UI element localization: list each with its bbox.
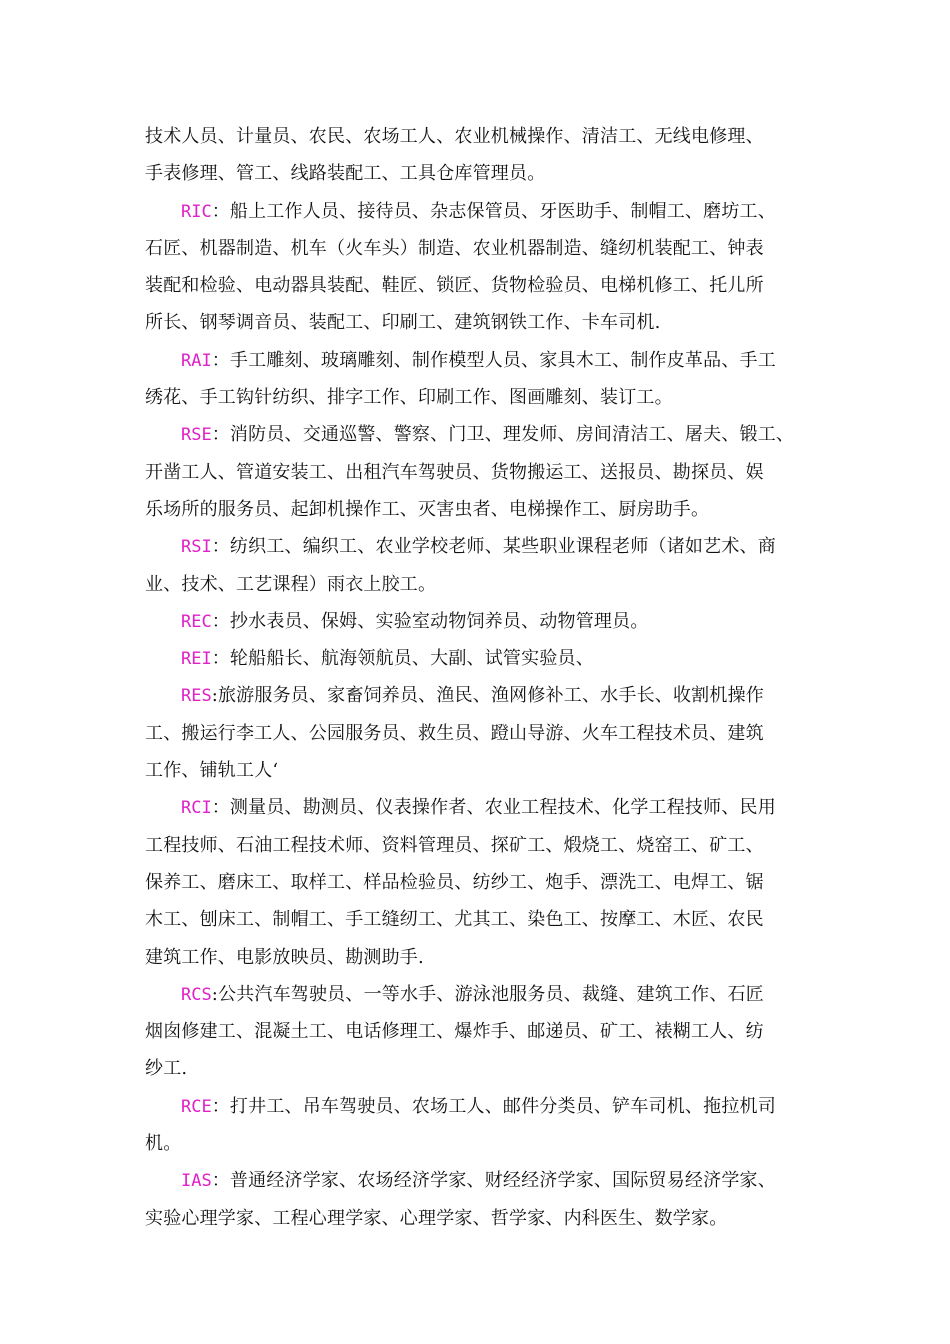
text-line [145,827,825,864]
text-line [145,901,825,938]
occupation-code-line [145,1088,825,1125]
occupation-code-line [145,193,825,230]
occupation-code: RCS [181,984,212,1005]
occupation-code: REI [181,649,212,670]
occupation-code: RAI [181,350,212,371]
line-text: :旅游服务员、家畜饲养员、渔民、渔网修补工、水手长、收割机操作 [211,685,764,707]
text-line [145,230,825,267]
occupation-code-line [145,528,825,565]
occupation-code-line [145,342,825,379]
occupation-code-line [145,976,825,1013]
text-line [145,566,825,603]
occupation-code-line [145,789,825,826]
document-body [145,118,825,1237]
text-line [145,1125,825,1162]
line-text: 所长、钢琴调音员、装配工、印刷工、建筑钢铁工作、卡车司机. [145,312,661,334]
line-text: 技术人员、计量员、农民、农场工人、农业机械操作、清洁工、无线电修理、 [145,126,764,147]
text-line [145,267,825,304]
line-text: 木工、刨床工、制帽工、手工缝纫工、尤其工、染色工、按摩工、木匠、农民 [145,909,764,931]
text-line [145,155,825,192]
text-line [145,715,825,752]
occupation-code-line [145,416,825,453]
line-text: ：测量员、勘测员、仪表操作者、农业工程技术、化学工程技师、民用 [211,797,776,819]
line-text: ：普通经济学家、农场经济学家、财经经济学家、国际贸易经济学家、 [211,1170,776,1192]
text-line [145,1050,825,1087]
line-text: ：船上工作人员、接待员、杂志保管员、牙医助手、制帽工、磨坊工、 [211,200,776,222]
occupation-code: RCE [181,1096,212,1117]
line-text: 机。 [145,1133,182,1155]
occupation-code: RCI [181,798,212,819]
line-text: 石匠、机器制造、机车（火车头）制造、农业机器制造、缝纫机装配工、钟表 [145,237,764,259]
line-text: ：抄水表员、保姆、实验室动物饲养员、动物管理员。 [211,610,649,632]
occupation-code-line [145,1162,825,1199]
line-text: 工、搬运行李工人、公园服务员、救生员、蹬山导游、火车工程技术员、建筑 [145,722,764,744]
occupation-code: RES [181,686,212,707]
line-text: ：消防员、交通巡警、警察、门卫、理发师、房间清洁工、屠夫、锻工、 [211,424,795,446]
line-text: ：纺织工、编织工、农业学校老师、某些职业课程老师（诸如艺术、商 [211,536,776,558]
text-line [145,864,825,901]
line-text: ：打井工、吊车驾驶员、农场工人、邮件分类员、铲车司机、拖拉机司 [211,1095,776,1117]
line-text: 乐场所的服务员、起卸机操作工、灭害虫者、电梯操作工、厨房助手。 [145,498,710,520]
text-line [145,939,825,976]
line-text: 保养工、磨床工、取样工、样品检验员、纺纱工、炮手、漂洗工、电焊工、锯 [145,871,764,893]
text-line [145,1200,825,1237]
line-text: 工作、铺轨工人‘ [145,760,279,782]
text-line [145,491,825,528]
occupation-code: RSE [181,425,212,446]
line-text: 纱工. [145,1058,188,1080]
occupation-code-line [145,603,825,640]
line-text: 工程技师、石油工程技术师、资料管理员、探矿工、煅烧工、烧窑工、矿工、 [145,834,764,856]
line-text: 建筑工作、电影放映员、勘测助手. [145,946,424,968]
text-line [145,752,825,789]
line-text: 手表修理、管工、线路装配工、工具仓库管理员。 [145,163,546,185]
line-text: ：轮船船长、航海领航员、大副、试管实验员、 [211,648,594,670]
line-text: 绣花、手工钩针纺织、排字工作、印刷工作、图画雕刻、装订工。 [145,387,673,409]
line-text: 开凿工人、管道安装工、出租汽车驾驶员、货物搬运工、送报员、勘探员、娱 [145,461,764,483]
line-text: 实验心理学家、工程心理学家、心理学家、哲学家、内科医生、数学家。 [145,1207,728,1229]
line-text: :公共汽车驾驶员、一等水手、游泳池服务员、裁缝、建筑工作、石匠 [211,983,764,1005]
line-text: 业、技术、工艺课程）雨衣上胶工。 [145,573,437,595]
occupation-code-line [145,640,825,677]
line-text: 装配和检验、电动器具装配、鞋匠、锁匠、货物检验员、电梯机修工、托儿所 [145,275,764,297]
occupation-code-line [145,677,825,714]
occupation-code: RSI [181,537,212,558]
text-line [145,304,825,341]
occupation-code: RIC [181,201,212,222]
text-line [145,454,825,491]
text-line [145,379,825,416]
text-line [145,1013,825,1050]
text-line [145,118,825,155]
line-text: 烟囱修建工、混凝土工、电话修理工、爆炸手、邮递员、矿工、裱糊工人、纺 [145,1021,764,1043]
occupation-code: REC [181,611,212,632]
line-text: ：手工雕刻、玻璃雕刻、制作模型人员、家具木工、制作皮革品、手工 [211,349,776,371]
occupation-code: IAS [181,1171,212,1192]
